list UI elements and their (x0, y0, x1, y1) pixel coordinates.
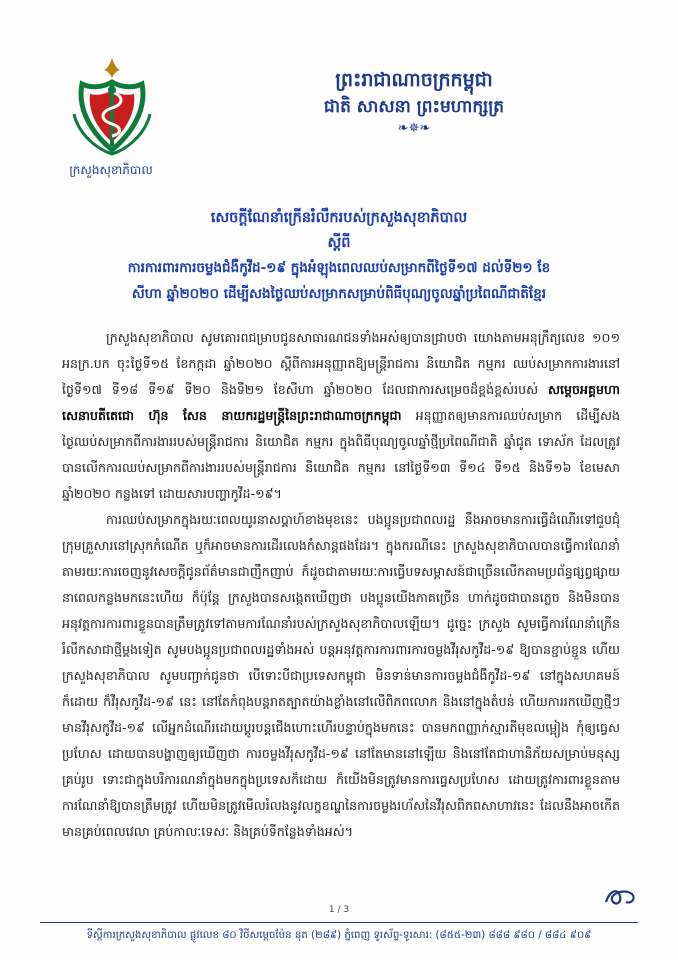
ornament-divider: ❧✵❧ (397, 121, 431, 136)
title-line-3: ការការពារការចម្លងជំងឺកូវីដ-១៩ ក្នុងអំឡុងពេលឈប់សម្រាកពីថ្ងៃទី១៧ ដល់ទី២១ ខែ (127, 260, 551, 276)
document-body (62, 325, 620, 845)
footer-divider (40, 922, 638, 923)
kingdom-name: ព្រះរាជាណាចក្រកម្ពុជា (335, 69, 493, 91)
ministry-name-under-logo: ក្រសួងសុខាភិបាល (69, 163, 153, 177)
document-title (40, 205, 638, 307)
title-line-4: សីហា ឆ្នាំ២០២០ ដើម្បីសងថ្ងៃឈប់សម្រាកសម្រាប់ពិធីបុណ្យចូលឆ្នាំប្រពៃណីជាតិខ្មែរ (131, 286, 547, 302)
page-number: 1 / 3 (328, 905, 350, 915)
kingdom-header (0, 66, 678, 138)
title-line-1: សេចក្តីណែនាំក្រើនរំលឹករបស់ក្រសួងសុខាភិបាល (210, 210, 468, 226)
prime-minister-name: សម្តេចអគ្គមហាសេនាបតីតេជោ ហ៊ុន សែន នាយករដ្ឋមន្ត្រីនៃព្រះរាជាណាចក្រកម្ពុជា (62, 382, 620, 423)
footer-address: ទីស្តីការក្រសួងសុខាភិបាល ផ្លូវលេខ ៨០ វិថីសម្តេចប៉ែន នុត (២៨៩) ភ្នំពេញ ទូរស័ព្ទ-ទូរសារ: (៨៥៥-២៣) ៨៨៨ ៩៨០ / ៨៨៤ ៩០៩ (86, 930, 592, 941)
paragraph-2: ការឈប់សម្រាកក្នុងរយៈពេលយូរនាសប្តាហ៍ខាងមុខនេះ បងប្អូនប្រជាពលរដ្ឋ នឹងអាចមានការធ្វើដំណើរទៅជួបជុំក្រុមគ្រួសារនៅស្រុកកំណើត ឬក៏អាចមានការដើរលេងកំសាន្តផងដែរ។ ក្នុងករណីនេះ ក្រសួងសុខាភិបាលបានធ្វើការណែនាំតាមរយៈការចេញនូវសេចក្តីជូនព័ត៌មានជាញឹកញាប់ ក៏ដូចជាតាមរយៈការធ្វើបទសម្ភាសន៍ជាច្រើនលើកតាមប្រព័ន្ធផ្សព្វផ្សាយ នាពេលកន្លងមកនេះហើយ ក៏ប៉ុន្តែ ក្រសួងបានសង្កេតឃើញថា បងប្អូនយើងភាគច្រើន ហាក់ដូចជាបានភ្លេច និងមិនបានអនុវត្តការការពារខ្លួនបានត្រឹមត្រូវទៅតាមការណែនាំរបស់ក្រសួងសុខាភិបាលឡើយ។ ដូច្នេះ ក្រសួង សូមធ្វើការណែនាំក្រើនរំលឹកសាជាថ្មីម្តងទៀត សូមបងប្អូនប្រជាពលរដ្ឋទាំងអស់ បន្តអនុវត្តការការពារការចម្លងវីរុសកូវីដ-១៩ ឱ្យបានខ្ជាប់ខ្ជួន ហើយក្រសួងសុខាភិបាល សូមបញ្ជាក់ជូនថា បើទោះបីជាប្រទេសកម្ពុជា មិនទាន់មានការចម្លងជំងឺកូវីដ-១៩ នៅក្នុងសហគមន៍ក៏ដោយ ក៏វីរុសកូវីដ-១៩ នេះ នៅតែកំពុងបន្តរាតត្បាតយ៉ាងខ្លាំងនៅលើពិភពលោក និងនៅក្នុងតំបន់ ហើយការរកឃើញថ្មីៗមានវីរុសកូវីដ-១៩ លើអ្នកដំណើរដោយប្តូរបន្តជើងហោះហើរបន្ទាប់ក្នុងមកនេះ បានមកពញ្ញាក់ស្មារតីមុខលម្អៀង កុំឲ្យធ្វេសប្រហែស ដោយបានបង្ហាញឲ្យឃើញថា ការចម្លងវីរុសកូវីដ-១៩ នៅតែមាននៅឡើយ និងនៅតែជាហានិភ័យសម្រាប់មនុស្សគ្រប់រូប ទោះជាក្នុងបរិការណនាំក្នុងមកក្នុងប្រទេសក៏ដោយ ក៏យើងមិនត្រូវមានការធ្វេសប្រហែស ដោយត្រូវការពារខ្លួនតាមការណែនាំឱ្យបានត្រឹមត្រូវ ហើយមិនត្រូវមើលរំលងនូវលក្ខខណ្ឌនៃការចម្លងរហ័សនៃវីរុសពិភពសាហាវនេះ ដែលនឹងអាចកើតមានគ្រប់ពេលវេលា គ្រប់កាលៈទេសៈ និងគ្រប់ទីកន្លែងទាំងអស់។ (62, 512, 620, 839)
paragraph-1-text-a: ក្រសួងសុខាភិបាល សូមគោរពជម្រាបជូនសាធារណជនទាំងអស់ឲ្យបានជ្រាបថា យោងតាមអនុក្រឹត្យលេខ ១០១ អនក្រ.បក ចុះថ្ងៃទី១៥ ខែកក្កដា ឆ្នាំ២០២០ ស្តីពីការអនុញ្ញាតឱ្យមន្ត្រីរាជការ និយោជិត កម្មករ ឈប់សម្រាកការងារនៅថ្ងៃទី១៧ ទី១៨ ទី១៩ ទី២០ និងទី២១ ខែសីហា ឆ្នាំ២០២០ ដែលជាការសម្រេចដ៏ខ្ពង់ខ្ពស់របស់ (62, 330, 620, 397)
paragraph-1 (62, 325, 620, 507)
title-line-2: ស្តីពី (327, 235, 351, 251)
national-motto: ជាតិ សាសនា ព្រះមហាក្សត្រ (323, 97, 505, 117)
paragraph-1-text-b: អនុញ្ញាតឲ្យមានការឈប់សម្រាក ដើម្បីសងថ្ងៃឈប់សម្រាកពីការងាររបស់មន្ត្រីរាជការ និយោជិត កម្មករ ក្នុងពិធីបុណ្យចូលឆ្នាំថ្មីប្រពៃណីជាតិ ឆ្នាំជូត ទោស័ក ដែលត្រូវបានលើកការឈប់សម្រាកពីការងាររបស់មន្ត្រីរាជការ និយោជិត កម្មករ នៅថ្ងៃទី១៣ ទី១៤ ទី១៥ និងទី១៦ ខែមេសា ឆ្នាំ២០២០ កន្លងទៅ ដោយសារបញ្ហាកូវីដ-១៩។ (62, 408, 620, 501)
